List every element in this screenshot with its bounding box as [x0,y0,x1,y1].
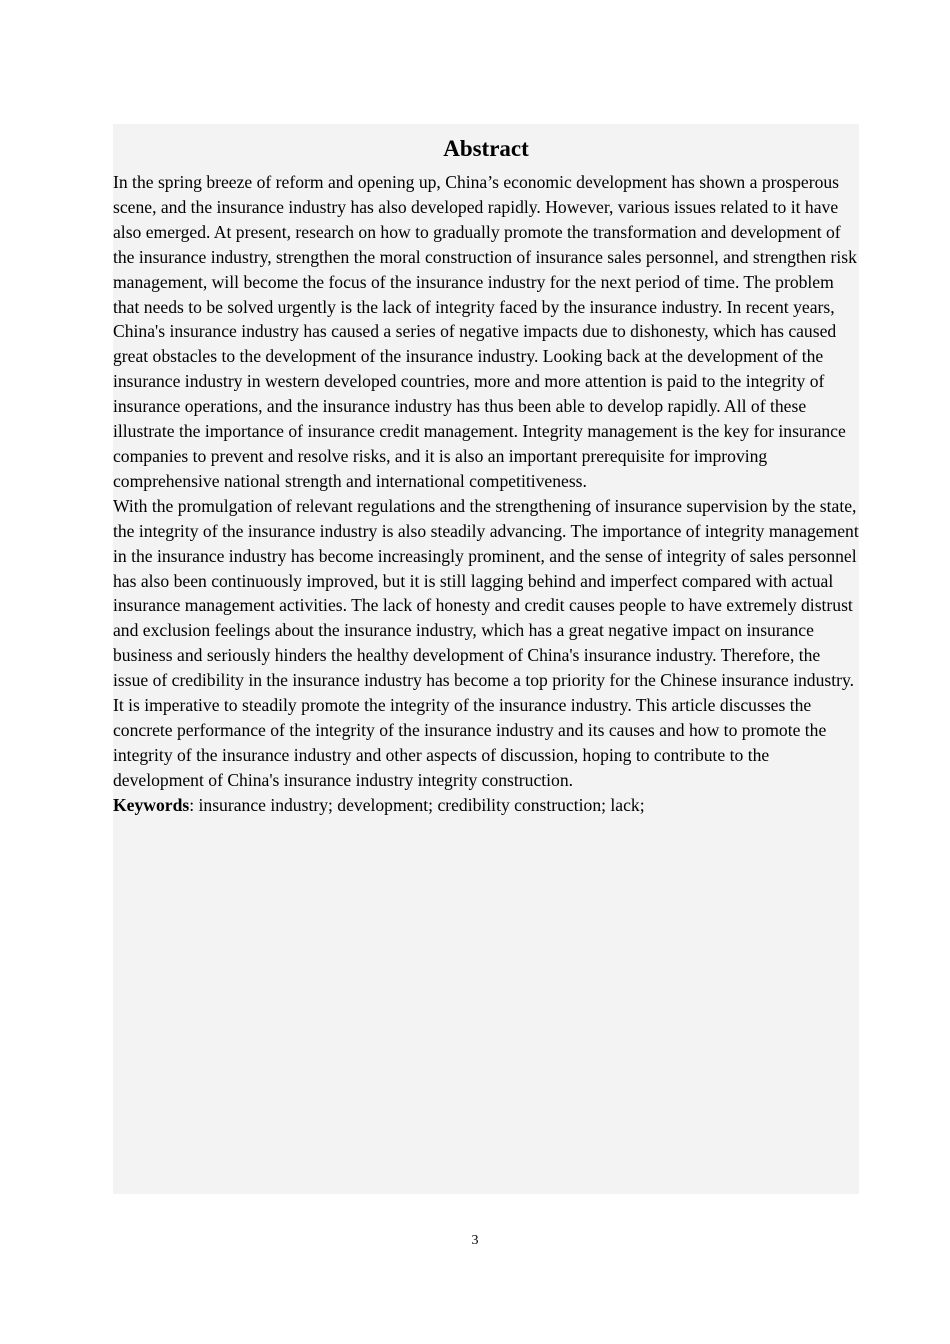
keywords-line [113,793,859,818]
page-number: 3 [471,1233,479,1248]
keywords-label: Keywords [113,794,190,815]
keywords-list: : insurance industry; development; credibility construction; lack; [189,794,645,815]
abstract-paragraph-2: With the promulgation of relevant regulations and the strengthening of insurance supervision by the state, the integrity of the insurance industry is also steadily advancing. The importance of integrity management in the insurance industry has become increasingly prominent, and the sense of integrity of sales personnel has also been continuously improved, but it is still lagging behind and imperfect compared with actual insurance management activities. The lack of honesty and credit causes people to have extremely distrust and exclusion feelings about the insurance industry, which has a great negative impact on insurance business and seriously hinders the healthy development of China's insurance industry. Therefore, the issue of credibility in the insurance industry has become a top priority for the Chinese insurance industry. It is imperative to steadily promote the integrity of the insurance industry. This article discusses the concrete performance of the integrity of the insurance industry and its causes and how to promote the integrity of the insurance industry and other aspects of discussion, hoping to contribute to the development of China's insurance industry integrity construction. [113,495,859,790]
abstract-heading: Abstract [443,136,529,161]
abstract-paragraph-1: In the spring breeze of reform and opening up, China’s economic development has shown a prosperous scene, and the insurance industry has also developed rapidly. However, various issues related to it have also emerged. At present, research on how to gradually promote the transformation and development of the insurance industry, strengthen the moral construction of insurance sales personnel, and strengthen risk management, will become the focus of the insurance industry for the next period of time. The problem that needs to be solved urgently is the lack of integrity faced by the insurance industry. In recent years, China's insurance industry has caused a series of negative impacts due to dishonesty, which has caused great obstacles to the development of the insurance industry. Looking back at the development of the insurance industry in western developed countries, more and more attention is paid to the integrity of insurance operations, and the insurance industry has thus been able to develop rapidly. All of these illustrate the importance of insurance credit management. Integrity management is the key for insurance companies to prevent and resolve risks, and it is also an important prerequisite for improving comprehensive national strength and international competitiveness. [113,172,857,491]
abstract-section [113,124,859,1194]
